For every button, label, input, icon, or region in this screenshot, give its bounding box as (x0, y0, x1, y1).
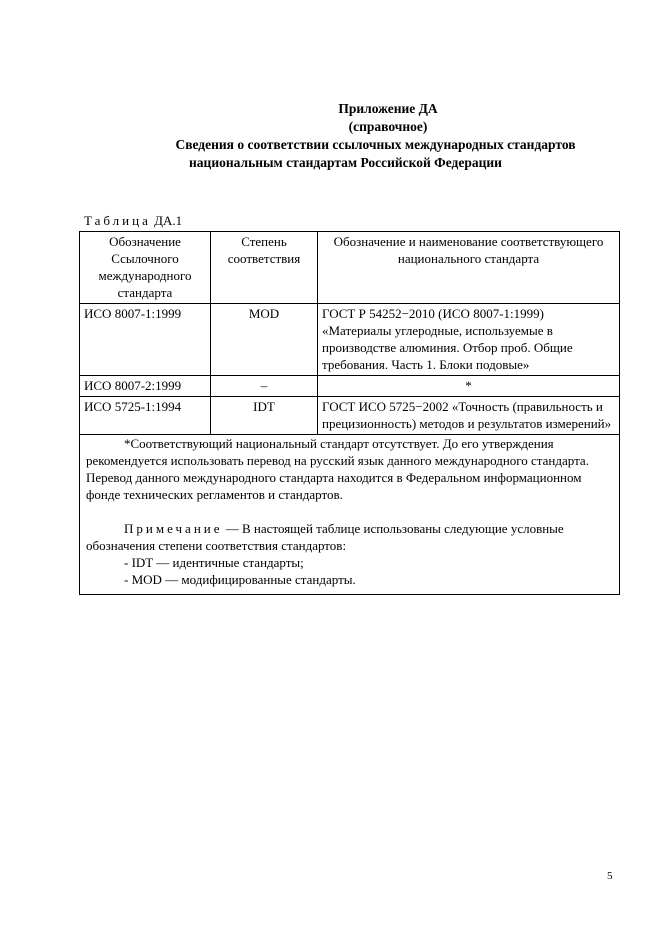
table-row (80, 397, 620, 435)
appendix-heading (0, 100, 661, 172)
table-row (80, 304, 620, 376)
cell-ref: ИСО 5725-1:1994 (80, 397, 211, 435)
table-caption-prefix: Таблица (84, 213, 151, 228)
table-row (80, 376, 620, 397)
note-text: — В настоящей таблице использованы следующие условные обозначения степени соответствия стандартов: (86, 521, 564, 553)
note-item-idt: - IDT — идентичные стандарты; (124, 555, 304, 570)
header-degree: Степень соответствия (211, 232, 318, 304)
cell-ref: ИСО 8007-1:1999 (80, 304, 211, 376)
cell-degree: – (211, 376, 318, 397)
appendix-subtitle-line1: Сведения о соответствии ссылочных международных стандартов (175, 137, 576, 152)
page-number: 5 (607, 870, 613, 882)
appendix-title: Приложение ДА (338, 101, 438, 116)
header-national-standard: Обозначение и наименование соответствующего национального стандарта (318, 232, 620, 304)
table-header-row (80, 232, 620, 304)
cell-national: ГОСТ Р 54252−2010 (ИСО 8007-1:1999) «Материалы углеродные, используемые в производстве алюминия. Отбор проб. Общие требования. Часть 1. Блоки подовые» (318, 304, 620, 376)
table-caption-number: ДА.1 (150, 213, 183, 228)
notes-cell (80, 435, 620, 595)
table-notes-row (80, 435, 620, 595)
correspondence-table (79, 231, 620, 595)
note-paragraph (86, 520, 613, 554)
cell-degree: IDT (211, 397, 318, 435)
table-caption (84, 213, 182, 229)
appendix-status: (справочное) (348, 119, 428, 134)
note-label: Примечание (124, 521, 223, 536)
header-ref-standard: Обозначение Ссылочного международного стандарта (80, 232, 211, 304)
note-item-mod: - MOD — модифицированные стандарты. (124, 572, 356, 587)
cell-national: * (318, 376, 620, 397)
cell-degree: MOD (211, 304, 318, 376)
footnote: *Соответствующий национальный стандарт отсутствует. До его утверждения рекомендуется использовать перевод на русский язык данного международного стандарта. Перевод данного международного стандарта находится в Федеральном информационном фонде технических регламентов и стандартов. (86, 436, 589, 502)
cell-ref: ИСО 8007-2:1999 (80, 376, 211, 397)
appendix-subtitle-line2: национальным стандартам Российской Федерации (189, 155, 502, 170)
cell-national: ГОСТ ИСО 5725−2002 «Точность (правильность и прецизионность) методов и результатов измерений» (318, 397, 620, 435)
